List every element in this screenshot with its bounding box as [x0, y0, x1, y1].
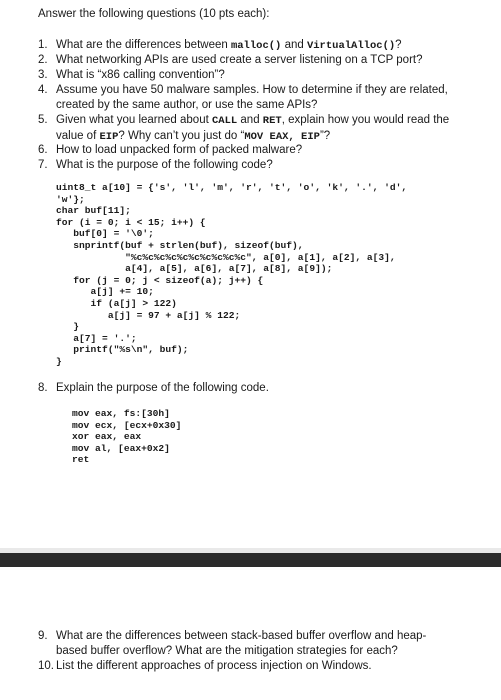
question-text-part: ? Why can’t you just do “ — [118, 130, 245, 142]
question-text-part: What are the differences between — [56, 39, 231, 51]
question-number: 9. — [38, 630, 48, 642]
question-text-part: and — [281, 39, 307, 51]
question-number: 6. — [38, 144, 48, 156]
question-text-part: ? — [395, 39, 402, 51]
question-text-part: ”? — [319, 130, 331, 142]
page-separator-bar — [0, 553, 501, 567]
question-text: How to load unpacked form of packed malware? — [56, 144, 303, 156]
code-block-q8: mov eax, fs:[30h] mov ecx, [ecx+0x30] xor eax, eax mov al, [eax+0x2] ret — [72, 408, 182, 466]
question-number: 7. — [38, 159, 48, 171]
question-text-part: and — [237, 114, 263, 126]
question-number: 3. — [38, 69, 48, 81]
question-text: What networking APIs are used create a server listening on a TCP port? — [56, 54, 423, 66]
question-text: Assume you have 50 malware samples. How to determine if they are related, created by the same author, or use the same APIs? — [56, 84, 448, 111]
question-text: What is “x86 calling convention”? — [56, 69, 225, 81]
question-number: 4. — [38, 84, 48, 96]
question-number: 1. — [38, 39, 48, 51]
question-text-part: , explain how you would read the value of — [56, 114, 450, 142]
inline-code: MOV EAX, EIP — [244, 131, 320, 143]
inline-code: EIP — [99, 131, 119, 143]
question-number: 5. — [38, 114, 48, 126]
code-block-q7: uint8_t a[10] = {'s', 'l', 'm', 'r', 't', 'o', 'k', '.', 'd', 'w'}; char buf[11]; for (i = 0; i < 15; i++) { buf[0] = '\0'; snprintf(buf + strlen(buf), sizeof(buf), "%c%c%c%c%c%c%c%c%c%c", a[0], a[1], a[2], a[3], a[4], a[5], a[6], a[7], a[8], a[9]); for (j = 0; j < sizeof(a); j++) { a[j] += 10; if (a[j] > 122) a[j] = 97 + a[j] % 122; } a[7] = '.'; printf("%s\n", buf); } — [56, 182, 408, 367]
inline-code: VirtualAlloc() — [306, 40, 396, 52]
question-text — [56, 113, 456, 145]
question-text: List the different approaches of process injection on Windows. — [56, 660, 372, 672]
inline-code: malloc() — [230, 40, 282, 52]
inline-code: CALL — [212, 115, 238, 127]
instructions-heading: Answer the following questions (10 pts each): — [38, 8, 270, 20]
question-number: 8. — [38, 382, 48, 394]
question-text: What are the differences between stack-based buffer overflow and heap-based buffer overflow? What are the mitigation strategies for each? — [56, 630, 427, 657]
question-number: 10. — [38, 660, 54, 672]
question-text-part: Given what you learned about — [56, 114, 212, 126]
question-text: What is the purpose of the following code? — [56, 159, 273, 171]
question-text: Explain the purpose of the following code. — [56, 382, 269, 394]
question-text — [56, 38, 456, 54]
inline-code: RET — [262, 115, 282, 127]
question-number: 2. — [38, 54, 48, 66]
